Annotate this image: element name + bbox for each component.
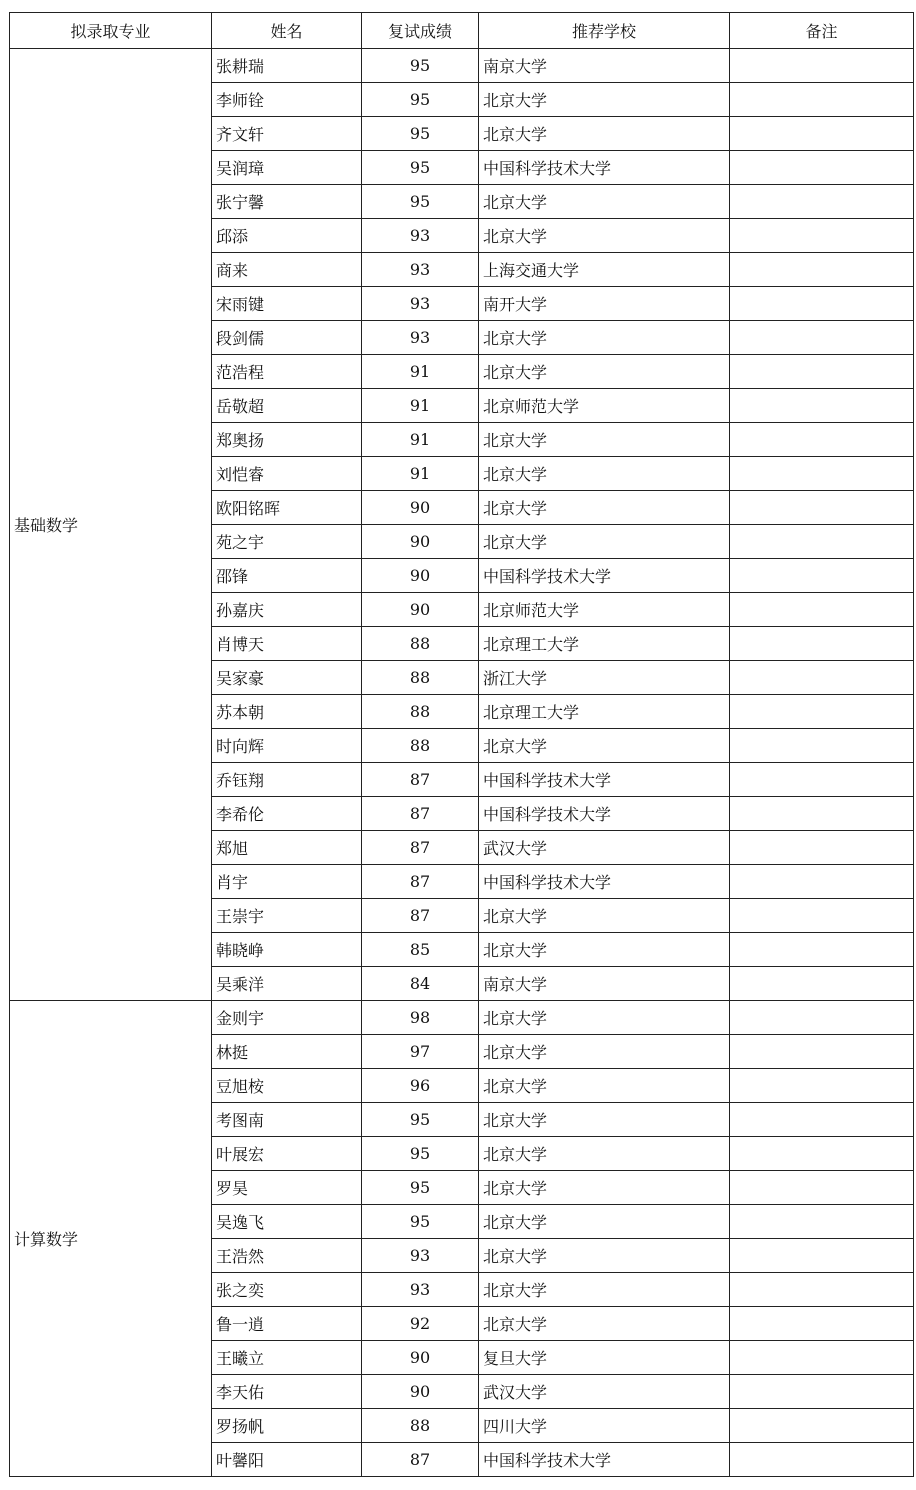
note-cell bbox=[730, 967, 914, 1001]
name-cell: 张之奕 bbox=[212, 1273, 362, 1307]
school-cell: 北京大学 bbox=[479, 83, 730, 117]
school-cell: 南京大学 bbox=[479, 49, 730, 83]
score-cell: 88 bbox=[362, 661, 479, 695]
note-cell bbox=[730, 1001, 914, 1035]
score-cell: 91 bbox=[362, 389, 479, 423]
name-cell: 王崇宇 bbox=[212, 899, 362, 933]
school-cell: 北京理工大学 bbox=[479, 627, 730, 661]
name-cell: 张耕瑞 bbox=[212, 49, 362, 83]
score-cell: 93 bbox=[362, 219, 479, 253]
name-cell: 金则宇 bbox=[212, 1001, 362, 1035]
name-cell: 叶馨阳 bbox=[212, 1443, 362, 1477]
score-cell: 91 bbox=[362, 355, 479, 389]
header-note: 备注 bbox=[730, 13, 914, 49]
note-cell bbox=[730, 1239, 914, 1273]
note-cell bbox=[730, 49, 914, 83]
school-cell: 北京大学 bbox=[479, 457, 730, 491]
school-cell: 北京大学 bbox=[479, 117, 730, 151]
name-cell: 邱添 bbox=[212, 219, 362, 253]
school-cell: 北京大学 bbox=[479, 1103, 730, 1137]
name-cell: 吴逸飞 bbox=[212, 1205, 362, 1239]
note-cell bbox=[730, 185, 914, 219]
score-cell: 95 bbox=[362, 83, 479, 117]
note-cell bbox=[730, 729, 914, 763]
name-cell: 齐文轩 bbox=[212, 117, 362, 151]
score-cell: 87 bbox=[362, 831, 479, 865]
score-cell: 87 bbox=[362, 899, 479, 933]
name-cell: 李天佑 bbox=[212, 1375, 362, 1409]
note-cell bbox=[730, 559, 914, 593]
school-cell: 中国科学技术大学 bbox=[479, 559, 730, 593]
score-cell: 84 bbox=[362, 967, 479, 1001]
name-cell: 郑旭 bbox=[212, 831, 362, 865]
school-cell: 南京大学 bbox=[479, 967, 730, 1001]
score-cell: 95 bbox=[362, 1171, 479, 1205]
school-cell: 北京大学 bbox=[479, 185, 730, 219]
note-cell bbox=[730, 117, 914, 151]
score-cell: 95 bbox=[362, 185, 479, 219]
note-cell bbox=[730, 355, 914, 389]
note-cell bbox=[730, 1375, 914, 1409]
school-cell: 北京师范大学 bbox=[479, 389, 730, 423]
score-cell: 88 bbox=[362, 627, 479, 661]
note-cell bbox=[730, 797, 914, 831]
school-cell: 北京大学 bbox=[479, 219, 730, 253]
name-cell: 叶展宏 bbox=[212, 1137, 362, 1171]
note-cell bbox=[730, 865, 914, 899]
score-cell: 88 bbox=[362, 729, 479, 763]
note-cell bbox=[730, 1035, 914, 1069]
score-cell: 93 bbox=[362, 1239, 479, 1273]
note-cell bbox=[730, 1103, 914, 1137]
note-cell bbox=[730, 1069, 914, 1103]
school-cell: 北京大学 bbox=[479, 729, 730, 763]
name-cell: 宋雨键 bbox=[212, 287, 362, 321]
note-cell bbox=[730, 491, 914, 525]
name-cell: 时向辉 bbox=[212, 729, 362, 763]
school-cell: 中国科学技术大学 bbox=[479, 151, 730, 185]
note-cell bbox=[730, 1307, 914, 1341]
header-row bbox=[10, 13, 914, 49]
school-cell: 北京大学 bbox=[479, 491, 730, 525]
name-cell: 王浩然 bbox=[212, 1239, 362, 1273]
note-cell bbox=[730, 627, 914, 661]
name-cell: 邵锋 bbox=[212, 559, 362, 593]
note-cell bbox=[730, 253, 914, 287]
name-cell: 范浩程 bbox=[212, 355, 362, 389]
note-cell bbox=[730, 1205, 914, 1239]
school-cell: 北京理工大学 bbox=[479, 695, 730, 729]
school-cell: 北京大学 bbox=[479, 933, 730, 967]
score-cell: 90 bbox=[362, 559, 479, 593]
score-cell: 87 bbox=[362, 797, 479, 831]
score-cell: 93 bbox=[362, 287, 479, 321]
score-cell: 95 bbox=[362, 117, 479, 151]
school-cell: 中国科学技术大学 bbox=[479, 865, 730, 899]
header-school: 推荐学校 bbox=[479, 13, 730, 49]
score-cell: 90 bbox=[362, 491, 479, 525]
school-cell: 武汉大学 bbox=[479, 831, 730, 865]
score-cell: 91 bbox=[362, 457, 479, 491]
name-cell: 吴乘洋 bbox=[212, 967, 362, 1001]
name-cell: 刘恺睿 bbox=[212, 457, 362, 491]
admission-table bbox=[9, 12, 914, 1477]
school-cell: 武汉大学 bbox=[479, 1375, 730, 1409]
score-cell: 95 bbox=[362, 1205, 479, 1239]
score-cell: 88 bbox=[362, 695, 479, 729]
school-cell: 复旦大学 bbox=[479, 1341, 730, 1375]
score-cell: 98 bbox=[362, 1001, 479, 1035]
school-cell: 北京大学 bbox=[479, 1069, 730, 1103]
school-cell: 北京大学 bbox=[479, 525, 730, 559]
school-cell: 上海交通大学 bbox=[479, 253, 730, 287]
name-cell: 林挺 bbox=[212, 1035, 362, 1069]
school-cell: 北京大学 bbox=[479, 1001, 730, 1035]
name-cell: 肖博天 bbox=[212, 627, 362, 661]
score-cell: 95 bbox=[362, 1103, 479, 1137]
name-cell: 李希伦 bbox=[212, 797, 362, 831]
name-cell: 吴家豪 bbox=[212, 661, 362, 695]
score-cell: 87 bbox=[362, 1443, 479, 1477]
score-cell: 90 bbox=[362, 1375, 479, 1409]
note-cell bbox=[730, 321, 914, 355]
name-cell: 乔钰翔 bbox=[212, 763, 362, 797]
header-score: 复试成绩 bbox=[362, 13, 479, 49]
note-cell bbox=[730, 457, 914, 491]
name-cell: 张宁馨 bbox=[212, 185, 362, 219]
table-row bbox=[10, 1001, 914, 1035]
name-cell: 鲁一逍 bbox=[212, 1307, 362, 1341]
note-cell bbox=[730, 525, 914, 559]
school-cell: 北京师范大学 bbox=[479, 593, 730, 627]
score-cell: 90 bbox=[362, 525, 479, 559]
school-cell: 中国科学技术大学 bbox=[479, 797, 730, 831]
score-cell: 93 bbox=[362, 1273, 479, 1307]
school-cell: 北京大学 bbox=[479, 1137, 730, 1171]
school-cell: 北京大学 bbox=[479, 1205, 730, 1239]
note-cell bbox=[730, 219, 914, 253]
score-cell: 85 bbox=[362, 933, 479, 967]
school-cell: 北京大学 bbox=[479, 355, 730, 389]
note-cell bbox=[730, 763, 914, 797]
note-cell bbox=[730, 287, 914, 321]
score-cell: 93 bbox=[362, 321, 479, 355]
score-cell: 87 bbox=[362, 865, 479, 899]
note-cell bbox=[730, 593, 914, 627]
school-cell: 南开大学 bbox=[479, 287, 730, 321]
score-cell: 90 bbox=[362, 593, 479, 627]
note-cell bbox=[730, 151, 914, 185]
note-cell bbox=[730, 661, 914, 695]
note-cell bbox=[730, 695, 914, 729]
name-cell: 王曦立 bbox=[212, 1341, 362, 1375]
score-cell: 93 bbox=[362, 253, 479, 287]
name-cell: 苏本朝 bbox=[212, 695, 362, 729]
name-cell: 苑之宇 bbox=[212, 525, 362, 559]
name-cell: 欧阳铭晖 bbox=[212, 491, 362, 525]
major-cell: 计算数学 bbox=[10, 1001, 212, 1477]
name-cell: 孙嘉庆 bbox=[212, 593, 362, 627]
school-cell: 北京大学 bbox=[479, 321, 730, 355]
major-cell: 基础数学 bbox=[10, 49, 212, 1001]
school-cell: 北京大学 bbox=[479, 899, 730, 933]
school-cell: 浙江大学 bbox=[479, 661, 730, 695]
school-cell: 北京大学 bbox=[479, 1307, 730, 1341]
score-cell: 97 bbox=[362, 1035, 479, 1069]
name-cell: 商来 bbox=[212, 253, 362, 287]
name-cell: 罗扬帆 bbox=[212, 1409, 362, 1443]
score-cell: 87 bbox=[362, 763, 479, 797]
school-cell: 北京大学 bbox=[479, 1239, 730, 1273]
score-cell: 95 bbox=[362, 151, 479, 185]
note-cell bbox=[730, 1273, 914, 1307]
school-cell: 北京大学 bbox=[479, 1171, 730, 1205]
school-cell: 中国科学技术大学 bbox=[479, 1443, 730, 1477]
score-cell: 96 bbox=[362, 1069, 479, 1103]
score-cell: 91 bbox=[362, 423, 479, 457]
note-cell bbox=[730, 423, 914, 457]
header-major: 拟录取专业 bbox=[10, 13, 212, 49]
score-cell: 95 bbox=[362, 1137, 479, 1171]
note-cell bbox=[730, 83, 914, 117]
name-cell: 吴润璋 bbox=[212, 151, 362, 185]
name-cell: 豆旭桉 bbox=[212, 1069, 362, 1103]
name-cell: 岳敬超 bbox=[212, 389, 362, 423]
score-cell: 88 bbox=[362, 1409, 479, 1443]
name-cell: 郑奥扬 bbox=[212, 423, 362, 457]
note-cell bbox=[730, 1137, 914, 1171]
school-cell: 中国科学技术大学 bbox=[479, 763, 730, 797]
note-cell bbox=[730, 1409, 914, 1443]
note-cell bbox=[730, 1341, 914, 1375]
name-cell: 李师铨 bbox=[212, 83, 362, 117]
name-cell: 考图南 bbox=[212, 1103, 362, 1137]
note-cell bbox=[730, 389, 914, 423]
name-cell: 肖宇 bbox=[212, 865, 362, 899]
header-name: 姓名 bbox=[212, 13, 362, 49]
school-cell: 北京大学 bbox=[479, 423, 730, 457]
table-row bbox=[10, 49, 914, 83]
note-cell bbox=[730, 1171, 914, 1205]
score-cell: 90 bbox=[362, 1341, 479, 1375]
name-cell: 韩晓峥 bbox=[212, 933, 362, 967]
note-cell bbox=[730, 1443, 914, 1477]
note-cell bbox=[730, 899, 914, 933]
school-cell: 北京大学 bbox=[479, 1273, 730, 1307]
school-cell: 北京大学 bbox=[479, 1035, 730, 1069]
score-cell: 92 bbox=[362, 1307, 479, 1341]
note-cell bbox=[730, 933, 914, 967]
score-cell: 95 bbox=[362, 49, 479, 83]
name-cell: 罗昊 bbox=[212, 1171, 362, 1205]
school-cell: 四川大学 bbox=[479, 1409, 730, 1443]
name-cell: 段剑儒 bbox=[212, 321, 362, 355]
note-cell bbox=[730, 831, 914, 865]
